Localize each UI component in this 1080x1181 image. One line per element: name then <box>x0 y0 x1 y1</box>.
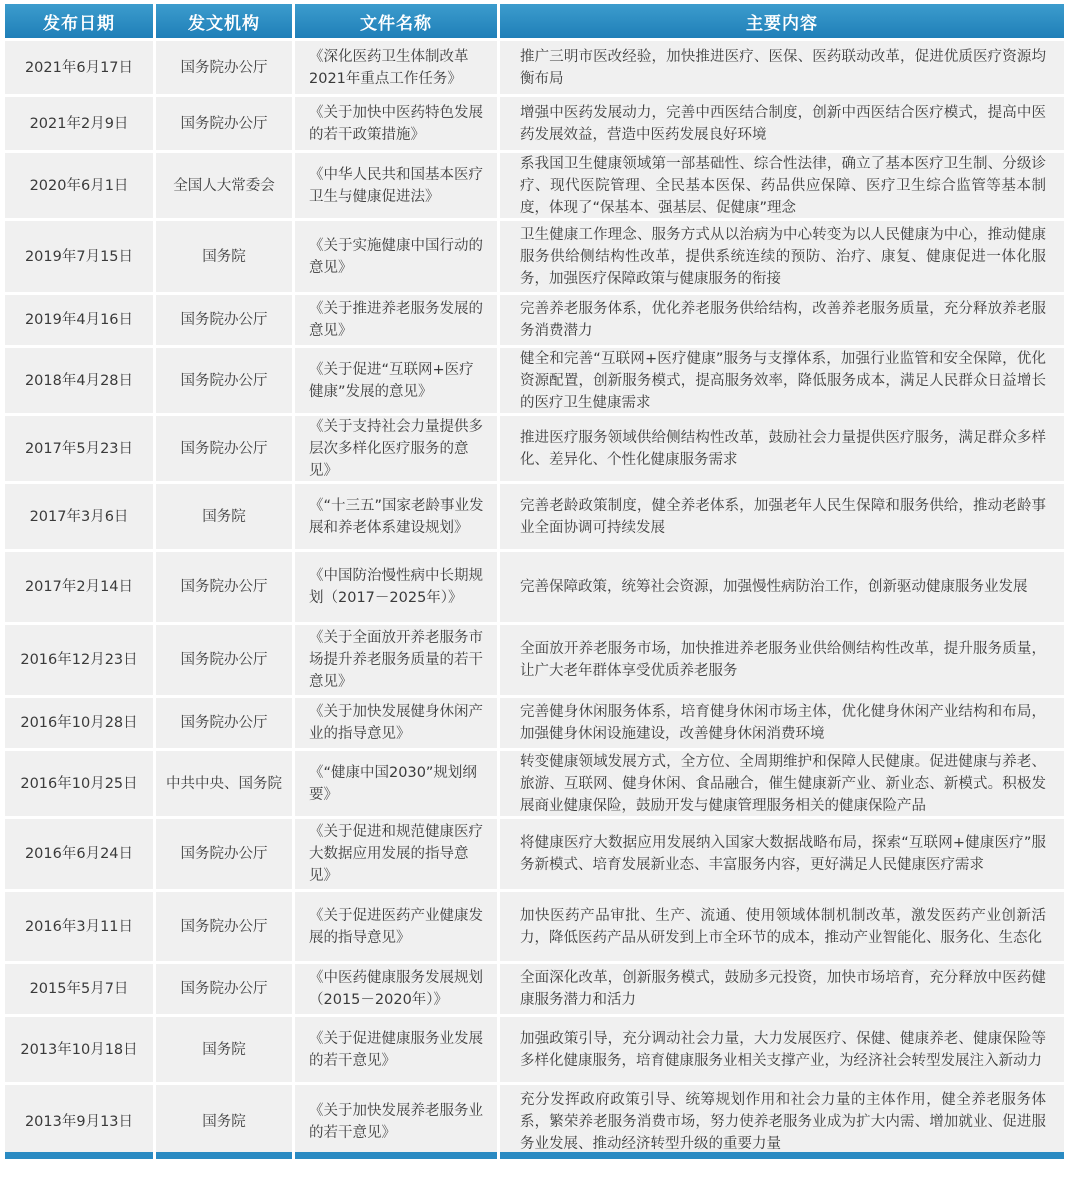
row-org: 国务院 <box>156 1017 292 1082</box>
header-document: 文件名称 <box>295 4 497 38</box>
row-org: 国务院 <box>156 221 292 292</box>
row-date: 2015年5月7日 <box>5 964 153 1014</box>
row-date: 2016年3月11日 <box>5 892 153 961</box>
row-content: 完善保障政策，统筹社会资源，加强慢性病防治工作，创新驱动健康服务业发展 <box>500 552 1064 622</box>
row-date: 2016年10月25日 <box>5 751 153 816</box>
row-org: 国务院办公厅 <box>156 97 292 150</box>
row-content: 充分发挥政府政策引导、统筹规划作用和社会力量的主体作用，健全养老服务体系，繁荣养老服务消费市场，努力使养老服务业成为扩大内需、增加就业、促进服务业发展、推动经济转型升级的重要力量 <box>500 1085 1064 1159</box>
row-date: 2016年12月23日 <box>5 625 153 695</box>
row-org: 国务院办公厅 <box>156 964 292 1014</box>
row-document: 《关于实施健康中国行动的意见》 <box>295 221 497 292</box>
row-date: 2013年9月13日 <box>5 1085 153 1159</box>
row-content: 全面放开养老服务市场，加快推进养老服务业供给侧结构性改革，提升服务质量，让广大老年群体享受优质养老服务 <box>500 625 1064 695</box>
row-org: 国务院办公厅 <box>156 416 292 481</box>
row-org: 中共中央、国务院 <box>156 751 292 816</box>
row-document: 《中华人民共和国基本医疗卫生与健康促进法》 <box>295 153 497 218</box>
row-document: 《关于推进养老服务发展的意见》 <box>295 295 497 345</box>
table-footer-bar <box>5 1152 1063 1159</box>
row-org: 全国人大常委会 <box>156 153 292 218</box>
header-content: 主要内容 <box>500 4 1064 38</box>
header-org: 发文机构 <box>156 4 292 38</box>
row-content: 健全和完善“互联网+医疗健康”服务与支撑体系，加强行业监管和安全保障，优化资源配置，创新服务模式，提高服务效率，降低服务成本，满足人民群众日益增长的医疗卫生健康需求 <box>500 348 1064 413</box>
row-document: 《关于加快中医药特色发展的若干政策措施》 <box>295 97 497 150</box>
row-document: 《关于促进“互联网+医疗健康”发展的意见》 <box>295 348 497 413</box>
row-document: 《中国防治慢性病中长期规划（2017－2025年）》 <box>295 552 497 622</box>
row-content: 系我国卫生健康领域第一部基础性、综合性法律，确立了基本医疗卫生制、分级诊疗、现代医院管理、全民基本医保、药品供应保障、医疗卫生综合监管等基本制度，体现了“保基本、强基层、促健康”理念 <box>500 153 1064 218</box>
row-content: 完善老龄政策制度，健全养老体系，加强老年人民生保障和服务供给，推动老龄事业全面协调可持续发展 <box>500 484 1064 549</box>
row-document: 《关于支持社会力量提供多层次多样化医疗服务的意见》 <box>295 416 497 481</box>
row-content: 增强中医药发展动力，完善中西医结合制度，创新中西医结合医疗模式，提高中医药发展效益，营造中医药发展良好环境 <box>500 97 1064 150</box>
row-date: 2021年2月9日 <box>5 97 153 150</box>
row-document: 《深化医药卫生体制改革2021年重点工作任务》 <box>295 41 497 94</box>
row-org: 国务院办公厅 <box>156 41 292 94</box>
row-date: 2017年5月23日 <box>5 416 153 481</box>
row-date: 2020年6月1日 <box>5 153 153 218</box>
row-content: 将健康医疗大数据应用发展纳入国家大数据战略布局，探索“互联网+健康医疗”服务新模式、培育发展新业态、丰富服务内容，更好满足人民健康医疗需求 <box>500 819 1064 889</box>
header-date: 发布日期 <box>5 4 153 38</box>
row-document: 《中医药健康服务发展规划（2015－2020年）》 <box>295 964 497 1014</box>
row-date: 2016年6月24日 <box>5 819 153 889</box>
row-document: 《关于全面放开养老服务市场提升养老服务质量的若干意见》 <box>295 625 497 695</box>
row-content: 全面深化改革，创新服务模式，鼓励多元投资，加快市场培育，充分释放中医药健康服务潜力和活力 <box>500 964 1064 1014</box>
row-document: 《“健康中国2030”规划纲要》 <box>295 751 497 816</box>
row-org: 国务院办公厅 <box>156 892 292 961</box>
row-document: 《关于促进健康服务业发展的若干意见》 <box>295 1017 497 1082</box>
row-document: 《“十三五”国家老龄事业发展和养老体系建设规划》 <box>295 484 497 549</box>
row-content: 转变健康领域发展方式，全方位、全周期维护和保障人民健康。促进健康与养老、旅游、互联网、健身休闲、食品融合，催生健康新产业、新业态、新模式。积极发展商业健康保险，鼓励开发与健康管理服务相关的健康保险产品 <box>500 751 1064 816</box>
row-content: 推进医疗服务领域供给侧结构性改革，鼓励社会力量提供医疗服务，满足群众多样化、差异化、个性化健康服务需求 <box>500 416 1064 481</box>
row-org: 国务院办公厅 <box>156 819 292 889</box>
row-org: 国务院办公厅 <box>156 295 292 345</box>
row-content: 卫生健康工作理念、服务方式从以治病为中心转变为以人民健康为中心，推动健康服务供给侧结构性改革，提供系统连续的预防、治疗、康复、健康促进一体化服务，加强医疗保障政策与健康服务的衔接 <box>500 221 1064 292</box>
row-content: 加快医药产品审批、生产、流通、使用领域体制机制改革，激发医药产业创新活力，降低医药产品从研发到上市全环节的成本，推动产业智能化、服务化、生态化 <box>500 892 1064 961</box>
row-org: 国务院办公厅 <box>156 348 292 413</box>
row-date: 2019年7月15日 <box>5 221 153 292</box>
row-date: 2019年4月16日 <box>5 295 153 345</box>
row-content: 推广三明市医改经验，加快推进医疗、医保、医药联动改革，促进优质医疗资源均衡布局 <box>500 41 1064 94</box>
row-content: 完善养老服务体系，优化养老服务供给结构，改善养老服务质量，充分释放养老服务消费潜力 <box>500 295 1064 345</box>
policy-table <box>5 4 1063 1159</box>
row-org: 国务院办公厅 <box>156 625 292 695</box>
row-org: 国务院办公厅 <box>156 698 292 748</box>
row-document: 《关于加快发展健身休闲产业的指导意见》 <box>295 698 497 748</box>
row-document: 《关于加快发展养老服务业的若干意见》 <box>295 1085 497 1159</box>
row-content: 完善健身休闲服务体系，培育健身休闲市场主体，优化健身休闲产业结构和布局，加强健身休闲设施建设，改善健身休闲消费环境 <box>500 698 1064 748</box>
row-org: 国务院办公厅 <box>156 552 292 622</box>
row-org: 国务院 <box>156 484 292 549</box>
row-date: 2017年3月6日 <box>5 484 153 549</box>
row-date: 2018年4月28日 <box>5 348 153 413</box>
row-document: 《关于促进和规范健康医疗大数据应用发展的指导意见》 <box>295 819 497 889</box>
row-content: 加强政策引导，充分调动社会力量，大力发展医疗、保健、健康养老、健康保险等多样化健康服务，培育健康服务业相关支撑产业，为经济社会转型发展注入新动力 <box>500 1017 1064 1082</box>
row-date: 2013年10月18日 <box>5 1017 153 1082</box>
row-document: 《关于促进医药产业健康发展的指导意见》 <box>295 892 497 961</box>
row-date: 2021年6月17日 <box>5 41 153 94</box>
row-org: 国务院 <box>156 1085 292 1159</box>
row-date: 2016年10月28日 <box>5 698 153 748</box>
row-date: 2017年2月14日 <box>5 552 153 622</box>
